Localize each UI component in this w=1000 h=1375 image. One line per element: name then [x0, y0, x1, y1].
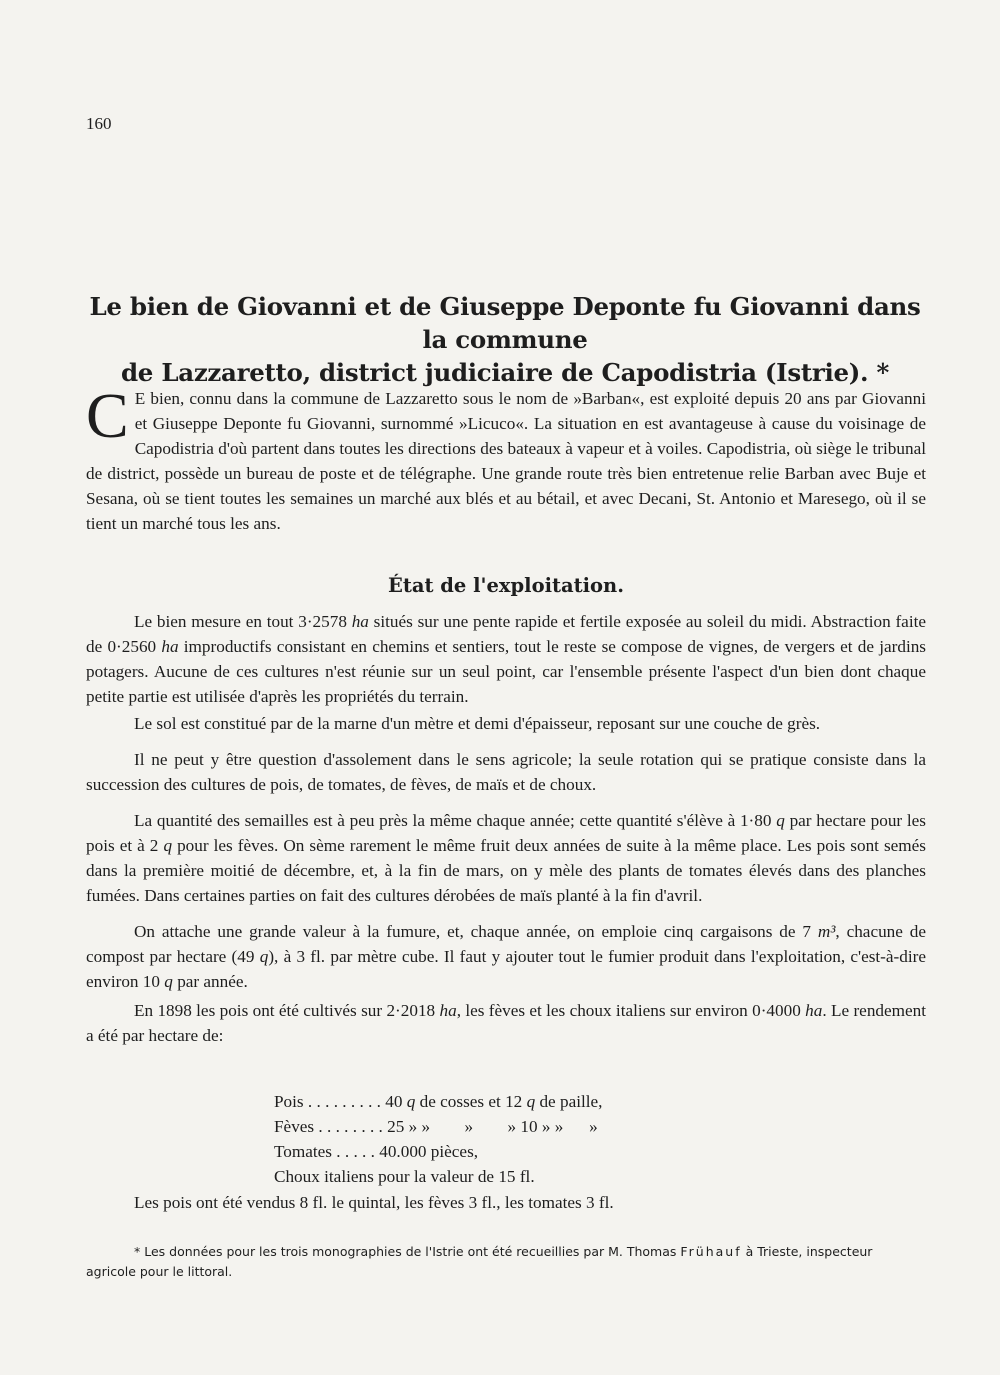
- paragraph-rotation: Il ne peut y être question d'assolement dans le sens agricole; la seule rotation qui se pratique consiste dans la succession des cultures de pois, de tomates, de fèves, de maïs et de choux.: [86, 750, 926, 794]
- drop-cap: C: [86, 380, 129, 451]
- unit: q: [776, 811, 785, 830]
- sales-line: Les pois ont été vendus 8 fl. le quintal, les fèves 3 fl., les tomates 3 fl.: [134, 1193, 614, 1212]
- text-span: La quantité des semailles est à peu près la même chaque année; cette quantité s'élève à 1·80: [134, 811, 777, 830]
- unit: q: [526, 1092, 536, 1111]
- paragraph-manure: [86, 919, 926, 994]
- yield-row-feves: Fèves . . . . . . . . 25 » » » » 10 » » »: [274, 1117, 598, 1136]
- unit: ha: [161, 637, 179, 656]
- text-span: On attache une grande valeur à la fumure, et, chaque année, on emploie cinq cargaisons de 7: [134, 922, 818, 941]
- text-span: improductifs consistant en chemins et sentiers, tout le reste se compose de vignes, de vergers et de jardins potagers. Aucune de ces cultures n'est réunie sur un seul point, car l'ensemble présente l'aspect d'un bien dont chaque petite partie est utilisée d'après les propriétés du terrain.: [86, 637, 926, 706]
- text-span: de cosses et 12: [415, 1092, 527, 1111]
- footnote: [86, 1242, 926, 1282]
- text-span: , chacune de compost par hectare (49: [86, 922, 926, 966]
- text-span: Pois . . . . . . . . . 40: [274, 1092, 407, 1111]
- text-span: * Les données pour les trois monographies de l'Istrie ont été recueillies par M. Thomas: [134, 1244, 681, 1259]
- unit: ha: [805, 1001, 823, 1020]
- text-span: ), à 3 fl. par mètre cube. Il faut y ajouter tout le fumier produit dans l'exploitation, c'est-à-dire environ 10: [86, 947, 926, 991]
- text-span: de paille,: [535, 1092, 603, 1111]
- text-span: En 1898 les pois ont été cultivés sur 2·2018: [134, 1001, 440, 1020]
- paragraph-yield-intro: [86, 998, 926, 1048]
- unit: ha: [439, 1001, 457, 1020]
- yield-list: [274, 1089, 602, 1189]
- intro-text: E bien, connu dans la commune de Lazzaretto sous le nom de »Barban«, est exploité depuis 20 ans par Giovanni et Giuseppe Deponte fu Giovanni, surnommé »Licuco«. La situation en est avantageuse à cause du voisinage de Capodistria d'où partent dans toutes les directions des bateaux à vapeur et à voiles. Capodistria, où siège le tribunal de district, possède un bureau de poste et de télégraphe. Une grande route très bien entretenue relie Barban avec Buje et Sesana, où se tient toutes les semaines un marché aux blés et au bétail, et avec Decani, St. Antonio et Maresego, où il se tient un marché tous les ans.: [86, 389, 926, 533]
- main-text: [86, 609, 926, 1048]
- text-span: par hectare pour les pois et à 2: [86, 811, 926, 855]
- text-span: pour les fèves. On sème rarement le même fruit deux années de suite à la même place. Les pois sont semés dans la première moitié de décembre, et, à la fin de mars, on y mèle des plants de tomates élevés dans des planches fumées. Dans certaines parties on fait des cultures dérobées de maïs planté à la fin d'avril.: [86, 836, 926, 905]
- intro-paragraph: [86, 380, 926, 536]
- footnote-text: [86, 1242, 926, 1282]
- page-title: [86, 290, 924, 389]
- title-line-2: de Lazzaretto, district judiciaire de Capodistria (Istrie). *: [120, 358, 890, 387]
- page-number: 160: [86, 114, 112, 133]
- paragraph-seeding: [86, 808, 926, 908]
- unit: q: [164, 972, 173, 991]
- text-span: par année.: [172, 972, 248, 991]
- yield-row-pois: [274, 1089, 602, 1114]
- text-span: situés sur une pente rapide et fertile exposée au soleil du midi. Abstraction faite de 0·2560: [86, 612, 926, 656]
- paragraph-soil: Le sol est constitué par de la marne d'un mètre et demi d'épaisseur, reposant sur une couche de grès.: [134, 714, 821, 733]
- text-span: Le bien mesure en tout 3·2578: [134, 612, 352, 631]
- yield-row-choux: Choux italiens pour la valeur de 15 fl.: [274, 1167, 535, 1186]
- unit: q: [259, 947, 269, 966]
- unit: m³: [817, 922, 836, 941]
- footnote-name: Frühauf: [680, 1244, 742, 1259]
- title-line-1: Le bien de Giovanni et de Giuseppe Deponte fu Giovanni dans la commune: [89, 292, 921, 354]
- text-span: , les fèves et les choux italiens sur environ 0·4000: [456, 1001, 806, 1020]
- unit: q: [163, 836, 173, 855]
- unit: q: [406, 1092, 416, 1111]
- paragraph-area: [86, 609, 926, 709]
- unit: ha: [351, 612, 369, 631]
- section-heading: État de l'exploitation.: [387, 574, 625, 597]
- text-span: à Trieste, inspecteur agricole pour le littoral.: [86, 1244, 873, 1279]
- text-span: . Le rendement a été par hectare de:: [86, 1001, 926, 1045]
- yield-row-tomates: Tomates . . . . . 40.000 pièces,: [274, 1142, 479, 1161]
